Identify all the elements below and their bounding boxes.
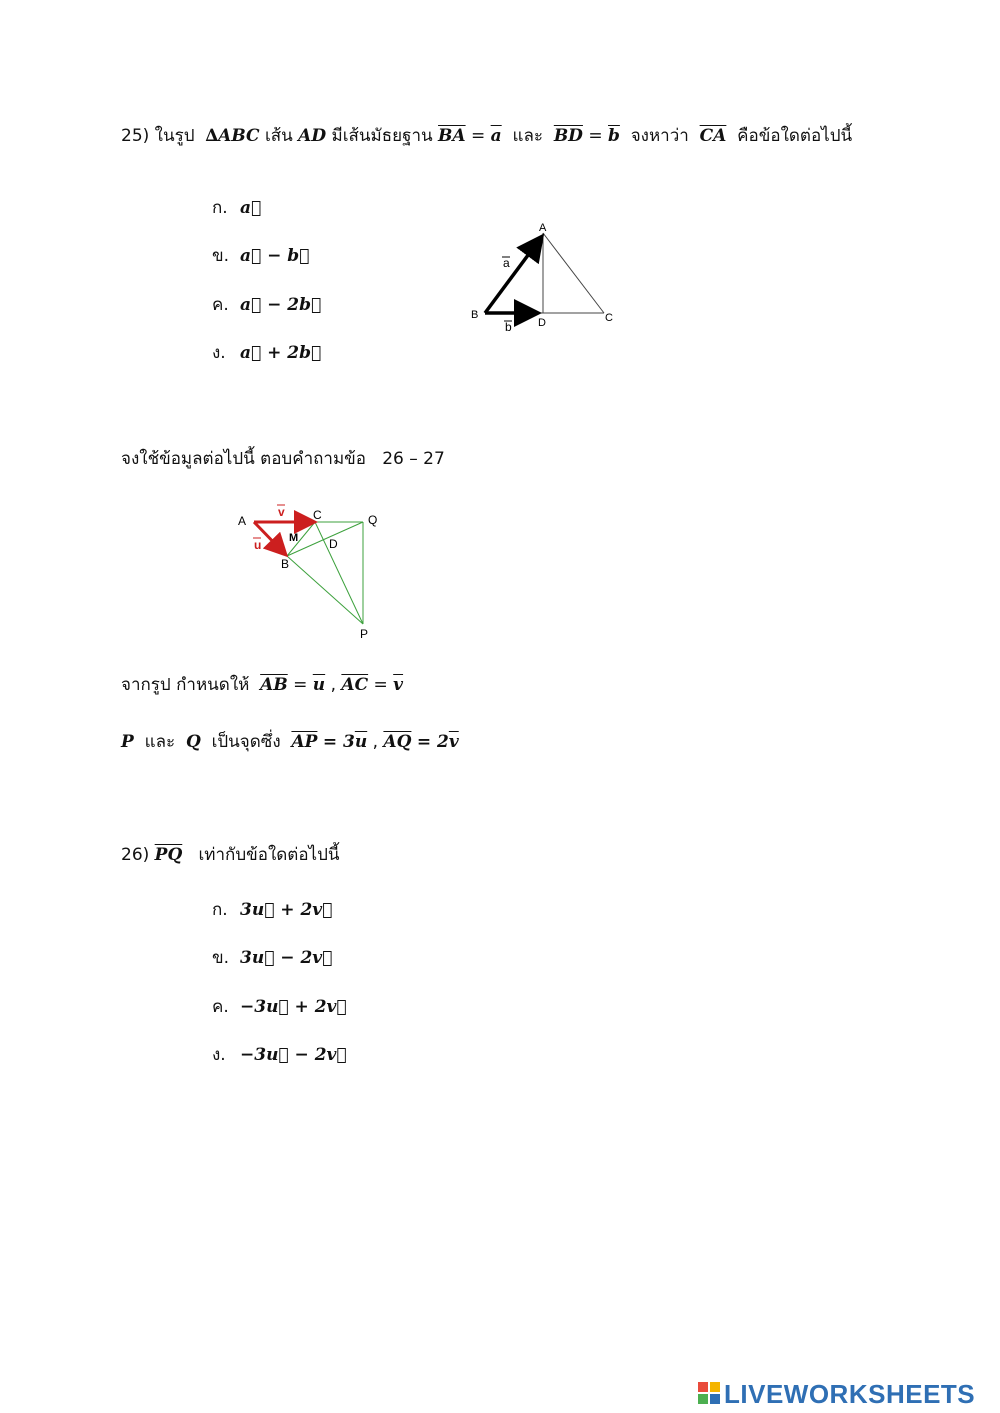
info-line-1-sep: , [330,675,336,695]
q26-option-4[interactable] [212,1047,347,1064]
q25-option-3-label: ค. [212,295,229,315]
info-point-b: B [281,557,290,571]
q25-question [121,128,852,145]
info-line-1 [121,677,403,694]
q25-text-3: มีเส้นมัธยฐาน [331,126,433,146]
liveworksheets-logo-text: LIVEWORKSHEETS [724,1379,976,1409]
q25-triangle-figure [465,215,625,340]
q25-text-6: คือข้อใดต่อไปนี้ [737,126,853,146]
q25-option-1-expr: a⃗ [240,198,262,218]
info-line-1-prefix: จากรูป กำหนดให้ [121,675,250,695]
q25-option-2[interactable] [212,248,309,265]
q25-side-ac [543,233,604,313]
info-line-2 [121,734,459,751]
q25-vector-a-arrow [485,239,540,313]
info-vector-v-2: $\overline{v}$ [448,732,459,752]
info-line-2-text: เป็นจุดซึ่ง [211,732,281,752]
info-line-bp [287,556,363,624]
q26-vector-pq: $\overline{PQ}$ [154,845,183,865]
info-vector-aq: $\overline{AQ}$ [383,732,412,752]
q25-median: AD [298,126,327,146]
q25-eq-2: = [588,126,603,146]
info-label-v: v [278,505,285,519]
info-label-u: u [254,538,262,552]
q25-option-4-expr: a⃗ + 2b⃗ [240,343,322,363]
q25-label-a: a [503,256,510,270]
q25-option-1[interactable] [212,200,261,217]
q26-option-2-label: ข. [212,948,230,968]
info-point-d: D [329,537,338,551]
info-vector-u-2: $\overline{u}$ [354,732,368,752]
info-vector-figure [232,500,392,645]
info-point-q: Q [368,513,378,527]
info-vector-ab: $\overline{AB}$ [260,675,288,695]
q26-option-1-expr: 3u⃗ + 2v⃗ [240,900,333,920]
q26-option-3[interactable] [212,999,347,1016]
info-line-bq [287,522,363,556]
q26-option-1[interactable] [212,902,332,919]
q25-option-2-label: ข. [212,246,230,266]
q25-label-b: b [505,320,512,334]
q25-text-5: จงหาว่า [630,126,689,146]
q26-option-3-expr: −3u⃗ + 2v⃗ [240,997,347,1017]
info-vector-v: $\overline{v}$ [393,675,404,695]
q25-option-3-expr: a⃗ − 2b⃗ [240,295,322,315]
info-line-1-eq-1: = [293,675,308,695]
q26-option-2-expr: 3u⃗ − 2v⃗ [240,948,333,968]
q25-vector-b: $\overline{b}$ [608,126,620,146]
info-point-p-text: P [121,732,134,752]
q26-text: เท่ากับข้อใดต่อไปนี้ [198,845,340,865]
q25-point-c: C [605,312,613,324]
q25-text-1: ในรูป [154,126,195,146]
q25-point-d: D [538,317,546,329]
q25-vector-a: $\overline{a}$ [490,126,502,146]
info-line-2-eq-2: = 2 [416,732,449,752]
liveworksheets-logo [698,1380,994,1408]
q25-option-4[interactable] [212,345,321,362]
info-line-2-and: และ [144,732,176,752]
info-vector-ac: $\overline{AC}$ [341,675,369,695]
q25-number: 25) [121,126,150,146]
q25-option-4-label: ง. [212,343,226,363]
info-vector-u: $\overline{u}$ [312,675,326,695]
q26-option-4-expr: −3u⃗ − 2v⃗ [240,1045,347,1065]
q25-text-2: เส้น [264,126,293,146]
q26-option-4-label: ง. [212,1045,226,1065]
info-point-c: C [313,508,322,522]
info-point-m: M [289,532,299,544]
info-line-1-eq-2: = [373,675,388,695]
q25-point-a: A [539,222,547,234]
info-instruction: จงใช้ข้อมูลต่อไปนี้ ตอบคำถามข้อ 26 – 27 [121,449,445,469]
q25-text-4: และ [512,126,543,146]
q25-eq-1: = [471,126,486,146]
liveworksheets-logo-icon [698,1382,720,1404]
info-point-q-text: Q [185,732,201,752]
info-line-2-eq-1: = 3 [322,732,355,752]
q26-option-2[interactable] [212,950,332,967]
info-line-cp [315,522,363,624]
q25-option-1-label: ก. [212,198,228,218]
q25-triangle: ∆ABC [205,126,260,146]
q25-option-3[interactable] [212,297,321,314]
q26-option-3-label: ค. [212,997,229,1017]
q26-option-1-label: ก. [212,900,228,920]
info-line-2-sep: , [372,732,379,752]
q25-option-2-expr: a⃗ − b⃗ [240,246,310,266]
q25-point-b: B [471,309,479,321]
q26-number: 26) [121,845,150,865]
q26-question [121,847,340,864]
q25-vector-bd: $\overline{BD}$ [553,126,583,146]
info-point-p: P [360,627,369,641]
info-vector-ap: $\overline{AP}$ [291,732,318,752]
q25-vector-ca: $\overline{CA}$ [699,126,727,146]
info-point-a: A [238,514,247,528]
q25-vector-ba: $\overline{BA}$ [438,126,466,146]
